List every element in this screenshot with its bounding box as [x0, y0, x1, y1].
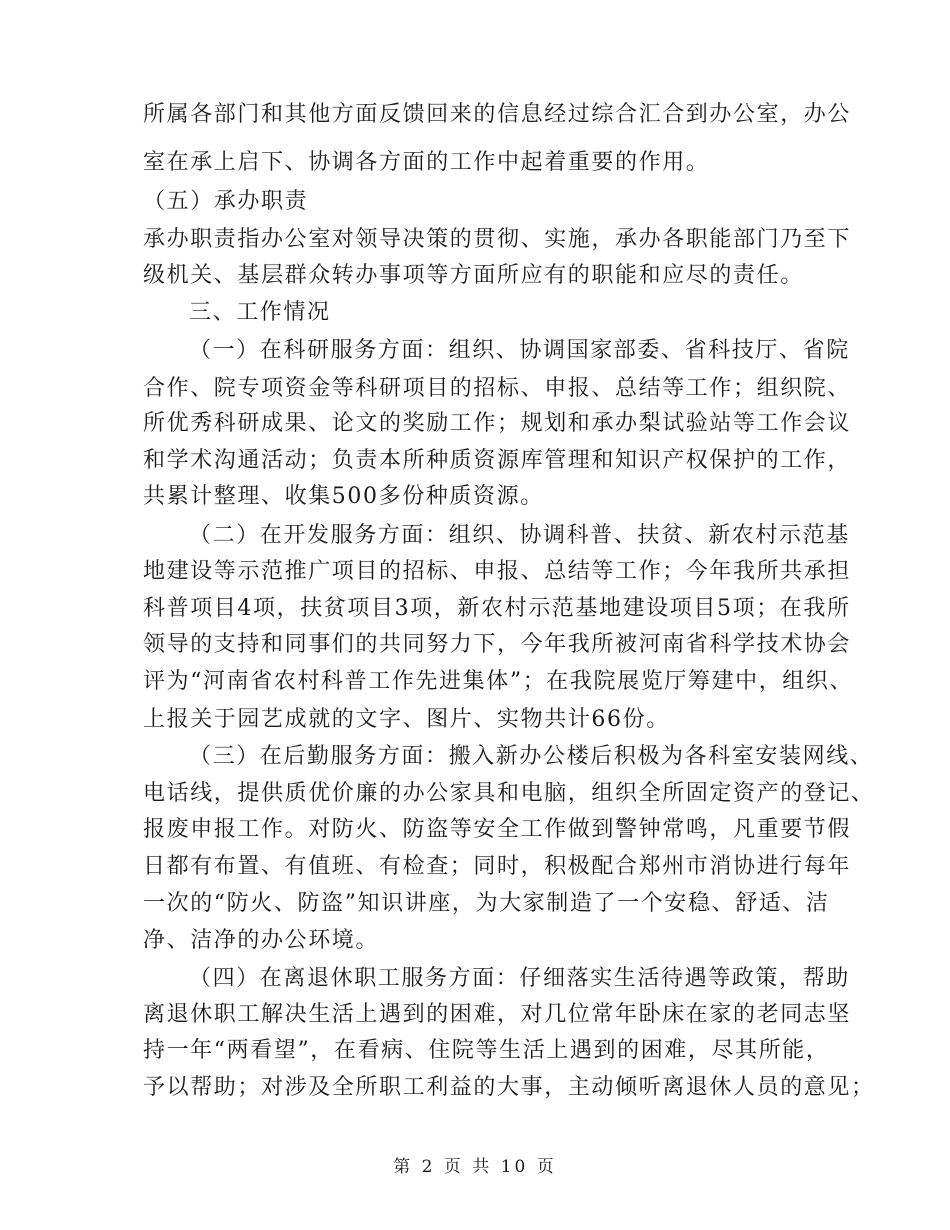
section-heading: 三、工作情况 [189, 300, 331, 325]
body-line: 室在承上启下、协调各方面的工作中起着重要的作用。 [143, 150, 710, 175]
body-line: 和学术沟通活动；负责本所种质资源库管理和知识产权保护的工作， [143, 448, 852, 473]
body-line: 所属各部门和其他方面反馈回来的信息经过综合汇合到办公室，办公 [143, 102, 852, 127]
body-line: 电话线，提供质优价廉的办公家具和电脑，组织全所固定资产的登记、 [143, 781, 875, 806]
body-line: 日都有布置、有值班、有检查；同时，积极配合郑州市消协进行每年 [143, 854, 852, 879]
body-line: 级机关、基层群众转办事项等方面所应有的职能和应尽的责任。 [143, 263, 804, 288]
body-line: 予以帮助；对涉及全所职工利益的大事，主动倾听离退休人员的意见； [143, 1075, 875, 1100]
body-line: 评为“河南省农村科普工作先进集体”；在我院展览厅筹建中，组织、 [143, 669, 854, 694]
page-number-footer: 第 2 页 共 10 页 [393, 1157, 557, 1177]
body-line: 一次的“防火、防盗”知识讲座，为大家制造了一个安稳、舒适、洁 [143, 891, 830, 916]
body-line: （四）在离退休职工服务方面：仔细落实生活待遇等政策，帮助 [189, 966, 850, 991]
body-line: 离退休职工解决生活上遇到的困难，对几位常年卧床在家的老同志坚 [143, 1002, 852, 1027]
body-line: 承办职责指办公室对领导决策的贯彻、实施，承办各职能部门乃至下 [143, 227, 852, 252]
body-line: 地建设等示范推广项目的招标、申报、总结等工作；今年我所共承担 [143, 559, 852, 584]
body-line: （二）在开发服务方面：组织、协调科普、扶贫、新农村示范基 [189, 523, 850, 548]
body-line: 共累计整理、收集500多份种质资源。 [143, 484, 544, 509]
body-line: 持一年“两看望”，在看病、住院等生活上遇到的困难，尽其所能， [143, 1038, 830, 1063]
body-line: 上报关于园艺成就的文字、图片、实物共计66份。 [143, 707, 670, 732]
body-line: 净、洁净的办公环境。 [143, 928, 380, 953]
body-line: （三）在后勤服务方面：搬入新办公楼后积极为各科室安装网线、 [189, 744, 874, 769]
body-line: （一）在科研服务方面：组织、协调国家部委、省科技厅、省院 [189, 338, 850, 363]
body-line: 报废申报工作。对防火、防盗等安全工作做到警钟常鸣，凡重要节假 [143, 817, 852, 842]
section-heading: （五）承办职责 [143, 189, 309, 214]
body-line: 领导的支持和同事们的共同努力下，今年我所被河南省科学技术协会 [143, 632, 852, 657]
body-line: 合作、院专项资金等科研项目的招标、申报、总结等工作；组织院、 [143, 376, 852, 401]
body-line: 科普项目4项，扶贫项目3项，新农村示范基地建设项目5项；在我所 [143, 596, 851, 621]
body-line: 所优秀科研成果、论文的奖励工作；规划和承办梨试验站等工作会议 [143, 411, 852, 436]
